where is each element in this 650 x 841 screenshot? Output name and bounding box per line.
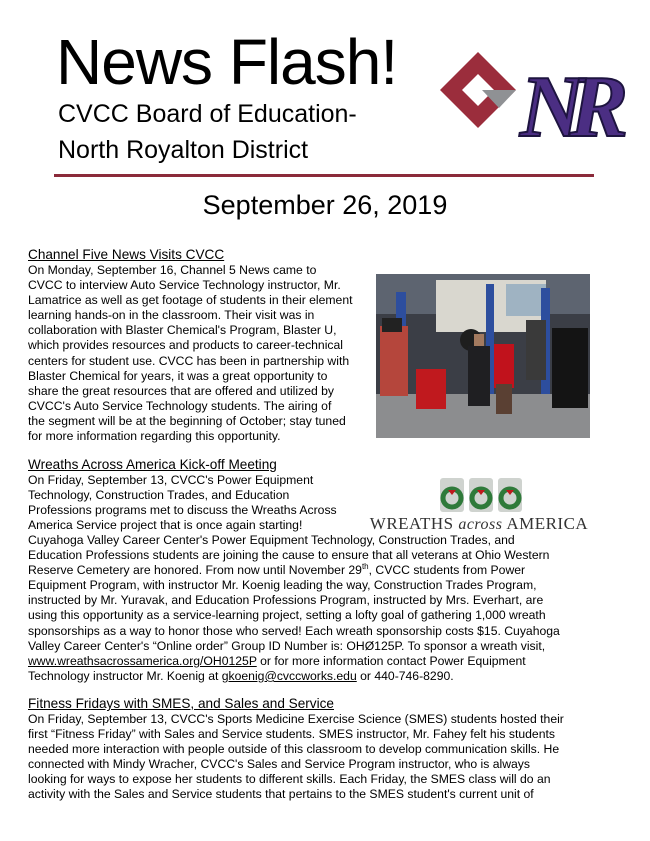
body-line	[28, 563, 608, 578]
body-line: needed more interaction with people outside of this classroom to develop communication skills. He	[28, 742, 560, 757]
body-line: first “Fitness Friday” with Sales and Service students. SMES instructor, Mr. Fahey felt his students	[28, 727, 555, 742]
body-line: Equipment Program, with instructor Mr. Koenig leading the way, Construction Trades Program,	[28, 578, 537, 593]
body-line: Cuyahoga Valley Career Center's Power Equipment Technology, Construction Trades, and	[28, 533, 515, 547]
body-line: CVCC to interview Auto Service Technology instructor, Mr.	[28, 278, 341, 293]
wreath-word-3: AMERICA	[506, 514, 589, 533]
body-line: Professions programs met to discuss the Wreaths Across	[28, 503, 337, 518]
body-line: Blaster Chemical for years, it was a great opportunity to	[28, 368, 328, 383]
article-body-fitness-fridays	[28, 712, 618, 803]
article-heading-wreaths: Wreaths Across America Kick-off Meeting	[28, 457, 277, 472]
body-line: collaboration with Blaster Chemical's Program, Blaster U,	[28, 323, 337, 338]
body-line: centers for student use. CVCC has been in partnership with	[28, 353, 350, 368]
body-line: the segment will be at the beginning of October; stay tuned	[28, 413, 346, 428]
header-divider	[54, 174, 594, 177]
link-followup-text: or for more information contact Power Equipment	[256, 653, 526, 668]
wreath-word-2: across	[458, 516, 503, 533]
article-intro-wreaths	[28, 473, 368, 533]
newsletter-date: September 26, 2019	[202, 190, 448, 220]
body-line: looking for ways to expose her students to different skills. Each Friday, the SMES class will do an	[28, 772, 551, 787]
logo-letters: NR	[520, 59, 615, 156]
article-body-wreaths	[28, 533, 608, 684]
body-line: learning hands-on in the classroom. Their visit was in	[28, 308, 315, 323]
body-line: Technology, Construction Trades, and Education	[28, 488, 290, 503]
body-line	[28, 669, 608, 684]
body-line: instructed by Mr. Yuravak, and Education Professions Program, instructed by Mrs. Everhart, are	[28, 593, 544, 608]
body-line: On Friday, September 13, CVCC's Sports Medicine Exercise Science (SMES) students hosted their	[28, 712, 564, 726]
article-body-channel-five	[28, 263, 373, 444]
body-line: Lamatrice as well as get footage of students in their element	[28, 293, 353, 308]
article-heading-fitness-fridays: Fitness Fridays with SMES, and Sales and Service	[28, 696, 334, 711]
body-line: On Monday, September 16, Channel 5 News came to	[28, 263, 317, 277]
body-line: Valley Career Center's “Online order” Group ID Number is: OHØ125P. To sponsor a wreath visit,	[28, 638, 546, 653]
body-line: activity with the Sales and Service students that pertains to the SMES student's current unit of	[28, 787, 534, 802]
reserve-text: Reserve Cemetery are honored. From now until November 29	[28, 563, 362, 578]
body-line: CVCC's Auto Service Technology students. The airing of	[28, 398, 332, 413]
body-line: On Friday, September 13, CVCC's Power Equipment	[28, 473, 314, 487]
body-line: share the great resources that are offered and utilized by	[28, 383, 335, 398]
north-royalton-logo	[432, 44, 632, 156]
auto-shop-photo	[376, 274, 590, 438]
newsletter-title: News Flash!	[56, 26, 398, 98]
contact-text: Technology instructor Mr. Koenig at	[28, 668, 222, 683]
article-heading-channel-five: Channel Five News Visits CVCC	[28, 247, 225, 262]
wreath-word-1: WREATHS	[369, 514, 454, 533]
contact-phone-text: or 440-746-8290.	[356, 668, 454, 683]
body-line: Education Professions students are joining the cause to ensure that all veterans at Ohio Western	[28, 548, 550, 563]
reserve-text-end: , CVCC students from Power	[368, 563, 526, 578]
wreath-logo	[366, 476, 592, 534]
body-line: connected with Mindy Wracher, CVCC's Sales and Service Program instructor, who is always	[28, 757, 530, 772]
body-line	[28, 654, 608, 669]
ordinal-suffix: th	[361, 562, 369, 572]
newsletter-subtitle-line2: North Royalton District	[58, 136, 309, 164]
body-line: which provides resources and products to career-technical	[28, 338, 344, 353]
wreaths-website-link[interactable]: www.wreathsacrossamerica.org/OH0125P	[28, 653, 257, 668]
wreath-logo-text	[366, 514, 592, 535]
email-link[interactable]: gkoenig@cvccworks.edu	[221, 668, 357, 683]
body-line: America Service project that is once again starting!	[28, 518, 303, 533]
body-line: sponsorships as a way to honor those who served! Each wreath sponsorship costs $15. Cuyahoga	[28, 623, 560, 638]
body-line: using this opportunity as a service-learning project, setting a lofty goal of gathering 1,000 wreath	[28, 608, 546, 623]
newsletter-subtitle-line1: CVCC Board of Education-	[58, 100, 357, 128]
body-line: for more information regarding this opportunity.	[28, 429, 281, 444]
